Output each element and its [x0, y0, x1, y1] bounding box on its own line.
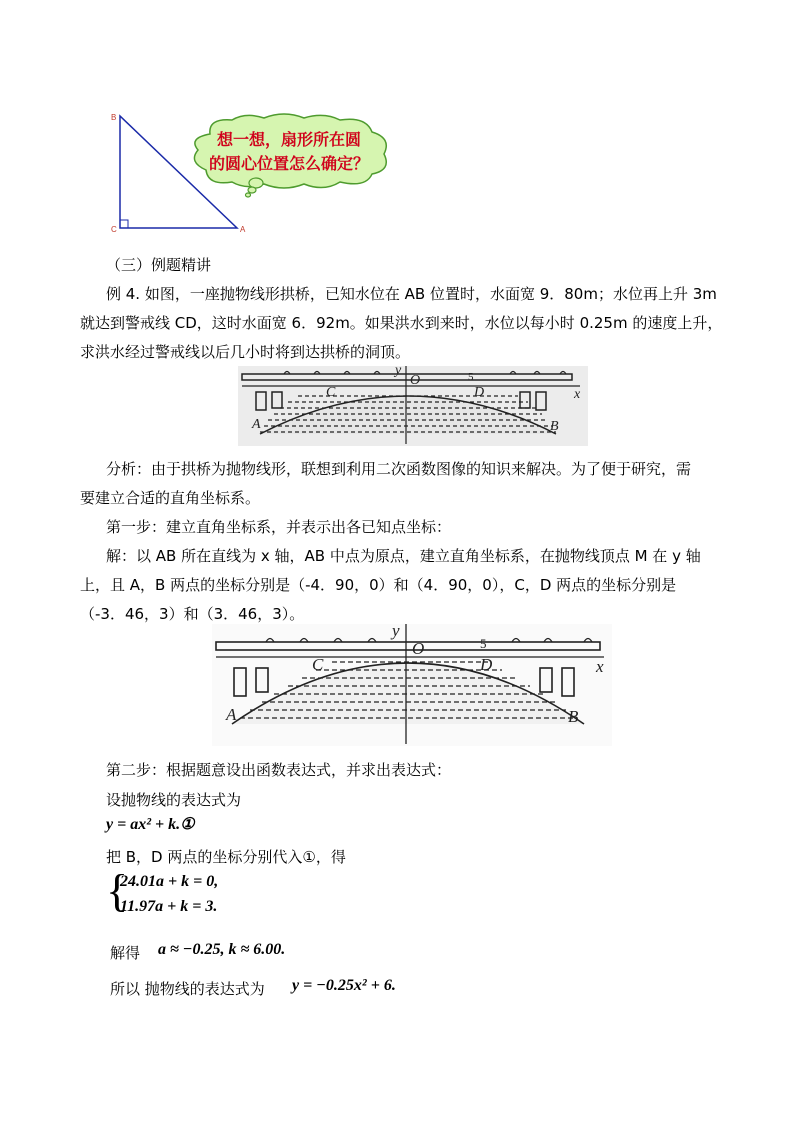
triangle-label-c: C [111, 225, 117, 234]
label-c: C [312, 655, 324, 674]
solution-line-1: 解：以 AB 所在直线为 x 轴，AB 中点为原点，建立直角坐标系，在抛物线顶点 M 在 y 轴 [106, 547, 701, 565]
label-o: O [410, 373, 421, 388]
conclusion-formula: y = −0.25x² + 6. [292, 977, 396, 994]
analysis-line-2: 要建立合适的直角坐标系。 [80, 489, 261, 507]
right-angle-mark [120, 220, 128, 228]
label-y: y [392, 624, 400, 640]
example-line-2: 就达到警戒线 CD，这时水面宽 6．92m。如果洪水到来时，水位以每小时 0.25m 的速度上升， [80, 314, 723, 332]
solution-line-3: （-3．46，3）和（3．46，3）。 [80, 605, 305, 623]
cloud-line-1: 想一想，扇形所在圆 [216, 130, 361, 149]
label-y: y [395, 366, 402, 378]
label-b: B [568, 707, 579, 726]
label-5: 5 [480, 636, 487, 651]
system-brace: { [106, 865, 129, 916]
formula-1: y = ax² + k.① [106, 816, 195, 833]
step1-text: 第一步：建立直角坐标系，并表示出各已知点坐标： [106, 518, 452, 536]
solution-line-2: 上，且 A，B 两点的坐标分别是（-4．90，0）和（4．90，0），C，D 两点的坐标分别是 [80, 576, 677, 594]
bridge-figure-2 [212, 624, 612, 746]
cloud-bubble-small [246, 193, 251, 197]
section-title: （三）例题精讲 [106, 256, 212, 274]
label-5: 5 [468, 371, 474, 383]
label-o: O [412, 639, 425, 658]
label-x: x [596, 657, 604, 676]
triangle-label-b: B [111, 113, 117, 122]
cloud-bubble-medium [248, 187, 256, 193]
analysis-line-1: 分析：由于拱桥为抛物线形，联想到利用二次函数图像的知识来解决。为了便于研究，需 [106, 460, 692, 478]
set-expression-text: 设抛物线的表达式为 [106, 791, 242, 809]
equation-1: 24.01a + k = 0, [120, 873, 219, 890]
cloud-line-2: 的圆心位置怎么确定？ [208, 154, 369, 173]
substitute-text: 把 B，D 两点的坐标分别代入①，得 [106, 848, 346, 866]
triangle-label-a: A [240, 225, 246, 234]
example-line-3: 求洪水经过警戒线以后几小时将到达拱桥的洞顶。 [80, 343, 411, 361]
label-d: D [474, 385, 485, 400]
label-a: A [252, 417, 261, 432]
solve-result: a ≈ −0.25, k ≈ 6.00. [158, 941, 286, 958]
conclusion-label: 所以 抛物线的表达式为 [110, 980, 265, 998]
label-b: B [550, 419, 559, 434]
example-line-1: 例 4. 如图，一座抛物线形拱桥，已知水位在 AB 位置时，水面宽 9．80m；水位再上升 3m [106, 285, 717, 303]
label-c: C [326, 385, 336, 400]
label-x: x [574, 387, 581, 402]
cloud-text [198, 128, 380, 176]
equation-2: 11.97a + k = 3. [120, 898, 218, 915]
solve-label: 解得 [110, 944, 141, 962]
bridge-figure-1 [238, 366, 588, 446]
step2-text: 第二步：根据题意设出函数表达式，并求出表达式： [106, 761, 452, 779]
label-d: D [480, 655, 493, 674]
label-a: A [226, 705, 237, 724]
